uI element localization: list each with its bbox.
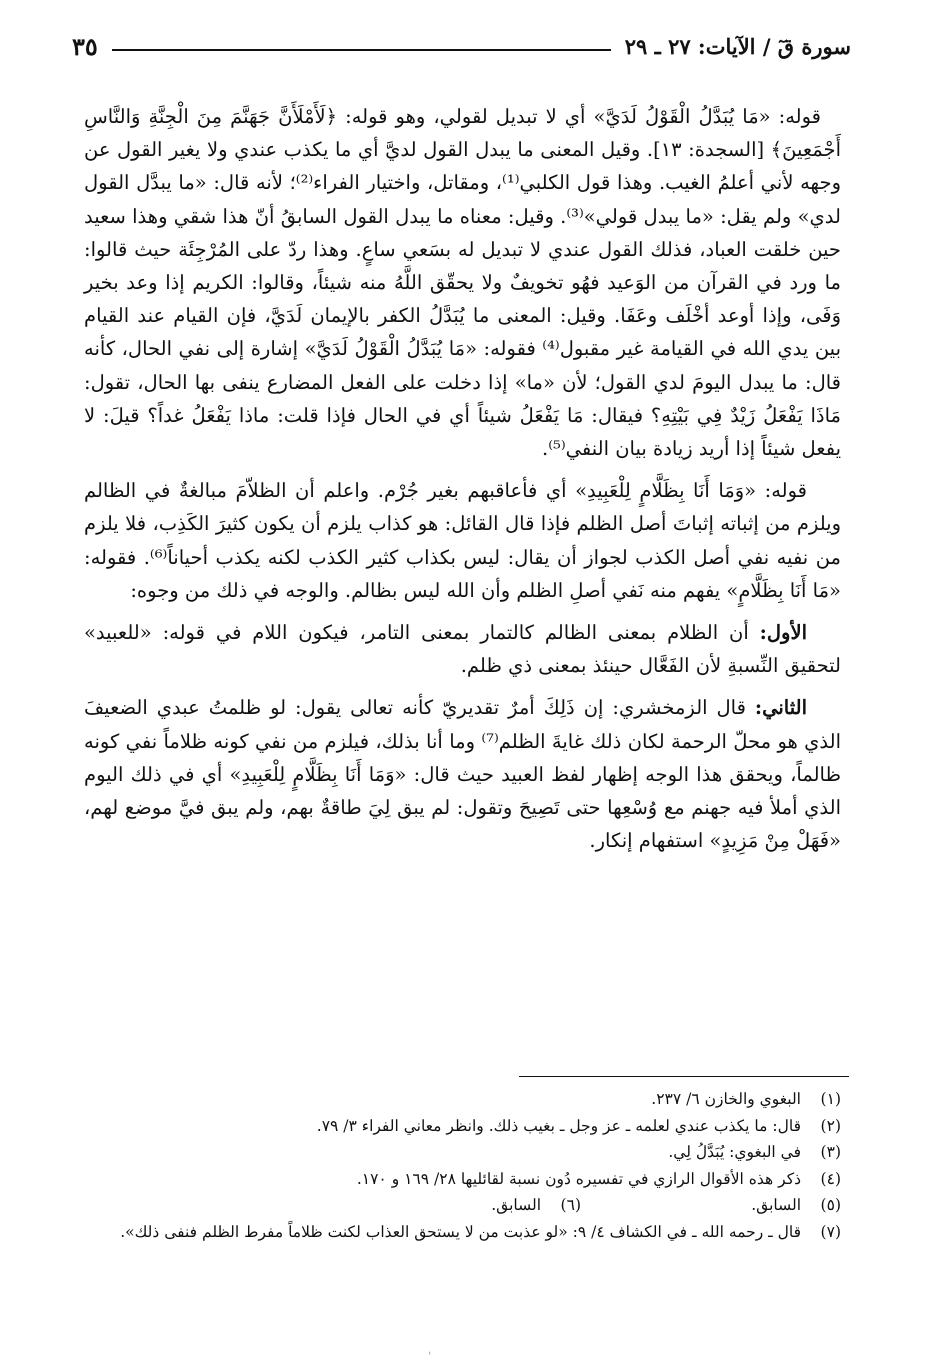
- header-rule: [112, 49, 611, 51]
- paragraph-text: قوله: «وَمَا أَنَا بِظَلَّامٍ لِلْعَبِيدِ» أي فأعاقبهم بغير جُرْم. واعلم أن الظلاّمَ مبالغةٌ في الظالم ويلزم من إثباته إثباتَ أصل الظلم فإذا قال القائل: هو كذاب يلزم أن يكون كثيرَ الكَذِب، فلا يلزم من نفيه نفي أصل الكذب لجواز أن يقال: ليس بكذاب كثير الكذب لكنه يكذب أحياناً⁽⁶⁾. فقوله: «مَا أَنَا بِظَلَّامٍ» يفهم منه نَفي أصلِ الظلم وأن الله ليس بظالم. والوجه في ذلك من وجوه:: [84, 479, 841, 602]
- footnote-text: السابق.: [491, 1196, 541, 1214]
- footnote: [84, 1086, 841, 1113]
- paragraph-lead: الأول:: [759, 621, 807, 645]
- footnote: [84, 1219, 841, 1246]
- page-number: ٣٥: [72, 31, 98, 61]
- footnote: [581, 1192, 841, 1219]
- footnotes: [84, 1086, 841, 1245]
- paragraph: [84, 474, 841, 607]
- footnote-text: قال ـ رحمه الله ـ في الكشاف ٤/ ٩: «لو عذبت من لا يستحق العذاب لكنت ظلاماً مفرط الظلم فنفى ذلك».: [120, 1222, 801, 1241]
- footnote: [84, 1166, 841, 1193]
- paragraph: [84, 691, 841, 857]
- footnote-number: (٤): [820, 1169, 841, 1188]
- footnote-number: (٥): [820, 1196, 841, 1214]
- surah-title: سورة قٓ / الآيات: ٢٧ ـ ٢٩: [624, 33, 851, 59]
- footnote-number: (١): [820, 1090, 841, 1108]
- footnote: [84, 1113, 841, 1140]
- footnote-text: السابق.: [751, 1196, 801, 1214]
- scan-mark: ˈ: [428, 1350, 432, 1364]
- footnote-text: البغوي والخازن ٦/ ٢٣٧.: [651, 1090, 801, 1108]
- paragraph-lead: الثاني:: [754, 696, 807, 720]
- paragraph-text: أن الظلام بمعنى الظالم كالتمار بمعنى التامر، فيكون اللام في قوله: «للعبيد» لتحقيق النِّسبةِ لأن الفَعَّال حينئذ بمعنى ذي ظلم.: [84, 621, 841, 678]
- paragraph: [84, 616, 841, 682]
- footnote: [321, 1192, 581, 1219]
- paragraph: [84, 100, 841, 465]
- paragraph-text: قوله: «مَا يُبَدَّلُ الْقَوْلُ لَدَيَّ» أي لا تبديل لقولي، وهو قوله: ﴿لَأَمْلَأَنَّ جَهَنَّمَ مِنَ الْجِنَّةِ وَالنَّاسِ أَجْمَعِينَ﴾ [السجدة: ١٣]. وقيل المعنى ما يبدل القول لديَّ أي ما يكذب عندي ولا يغير القول عن وجهه لأني أعلمُ الغيب. وهذا قول الكلبي⁽¹⁾، ومقاتل، واختيار الفراء⁽²⁾؛ لأنه قال: «ما يبدَّل القول لدي» ولم يقل: «ما يبدل قولي»⁽³⁾. وقيل: معناه ما يبدل القول السابقُ أنّ هذا شقي وهذا سعيد حين خلقت العباد، فذلك القول عندي لا تبديل له بسَعي ساعٍ. وهذا ردّ على المُرْجِئَة حيث قالوا: ما ورد في القرآن من الوَعيد فهُو تخويفٌ ولا يحقّق اللَّهُ منه شيئاً، وقالوا: الكريم إذا وعد بخير وَفَى، وإذا أوعد أخْلَف وعَفَا. وقيل: المعنى ما يُبَدَّلُ الكفر بالإيمان لَدَيَّ، فإن القيام عند القيام بين يدي الله في القيامة غير مقبول⁽⁴⁾ فقوله: «مَا يُبَدَّلُ الْقَوْلُ لَدَيَّ» إشارة إلى نفي الحال، كأنه قال: ما يبدل اليومَ لدي القول؛ لأن «ما» إذا دخلت على الفعل المضارع ينفى بها الحال، تقول: مَاذَا يَفْعَلُ زَيْدٌ فِي بَيْتِهِ؟ فيقال: مَا يَفْعَلُ شيئاً أي في الحال فإذا قلت: ماذا يَفْعَلُ غداً؟ قيلَ: لا يفعل شيئاً إذا أريد زيادة بيان النفي⁽⁵⁾.: [84, 105, 841, 461]
- footnote-number: (٧): [820, 1222, 841, 1241]
- main-text: [84, 100, 841, 866]
- footnote-number: (٣): [820, 1143, 841, 1161]
- footnote-text: في البغوي: يُبَدَّلُ لِي.: [668, 1143, 801, 1161]
- running-header: [72, 28, 851, 64]
- footnote-separator: [519, 1076, 849, 1077]
- footnote: [84, 1139, 841, 1166]
- paragraph-text: قال الزمخشري: إن ذَلِكَ أمرٌ تقديريّ كأنه تعالى يقول: لو ظلمتُ عبدي الضعيفَ الذي هو محلّ الرحمة لكان ذلك غايةَ الظلم⁽⁷⁾ وما أنا بذلك، فيلزم من نفي كونه ظلاماً نفي كونه ظالماً، ويحقق هذا الوجه إظهار لفظ العبيد حيث قال: «وَمَا أَنَا بِظَلَّامٍ لِلْعَبِيدِ» أي في ذلك اليوم الذي أملأ فيه جهنم مع وُسْعِها حتى تَصِيحَ وتقول: لم يبق لِيَ طاقةٌ بهم، ولم يبق فيَّ موضع لهم، «فَهَلْ مِنْ مَزِيدٍ» استفهام إنكار.: [84, 696, 842, 853]
- footnote-text: قال: ما يكذب عندي لعلمه ـ عز وجل ـ بغيب ذلك. وانظر معاني الفراء ٣/ ٧٩.: [316, 1116, 801, 1135]
- footnote-pair: [84, 1192, 841, 1219]
- footnote-text: ذكر هذه الأقوال الرازي في تفسيره دُون نسبة لقائليها ٢٨/ ١٦٩ و ١٧٠.: [356, 1169, 801, 1188]
- footnote-number: (٢): [820, 1116, 841, 1135]
- footnote-number: (٦): [560, 1196, 581, 1214]
